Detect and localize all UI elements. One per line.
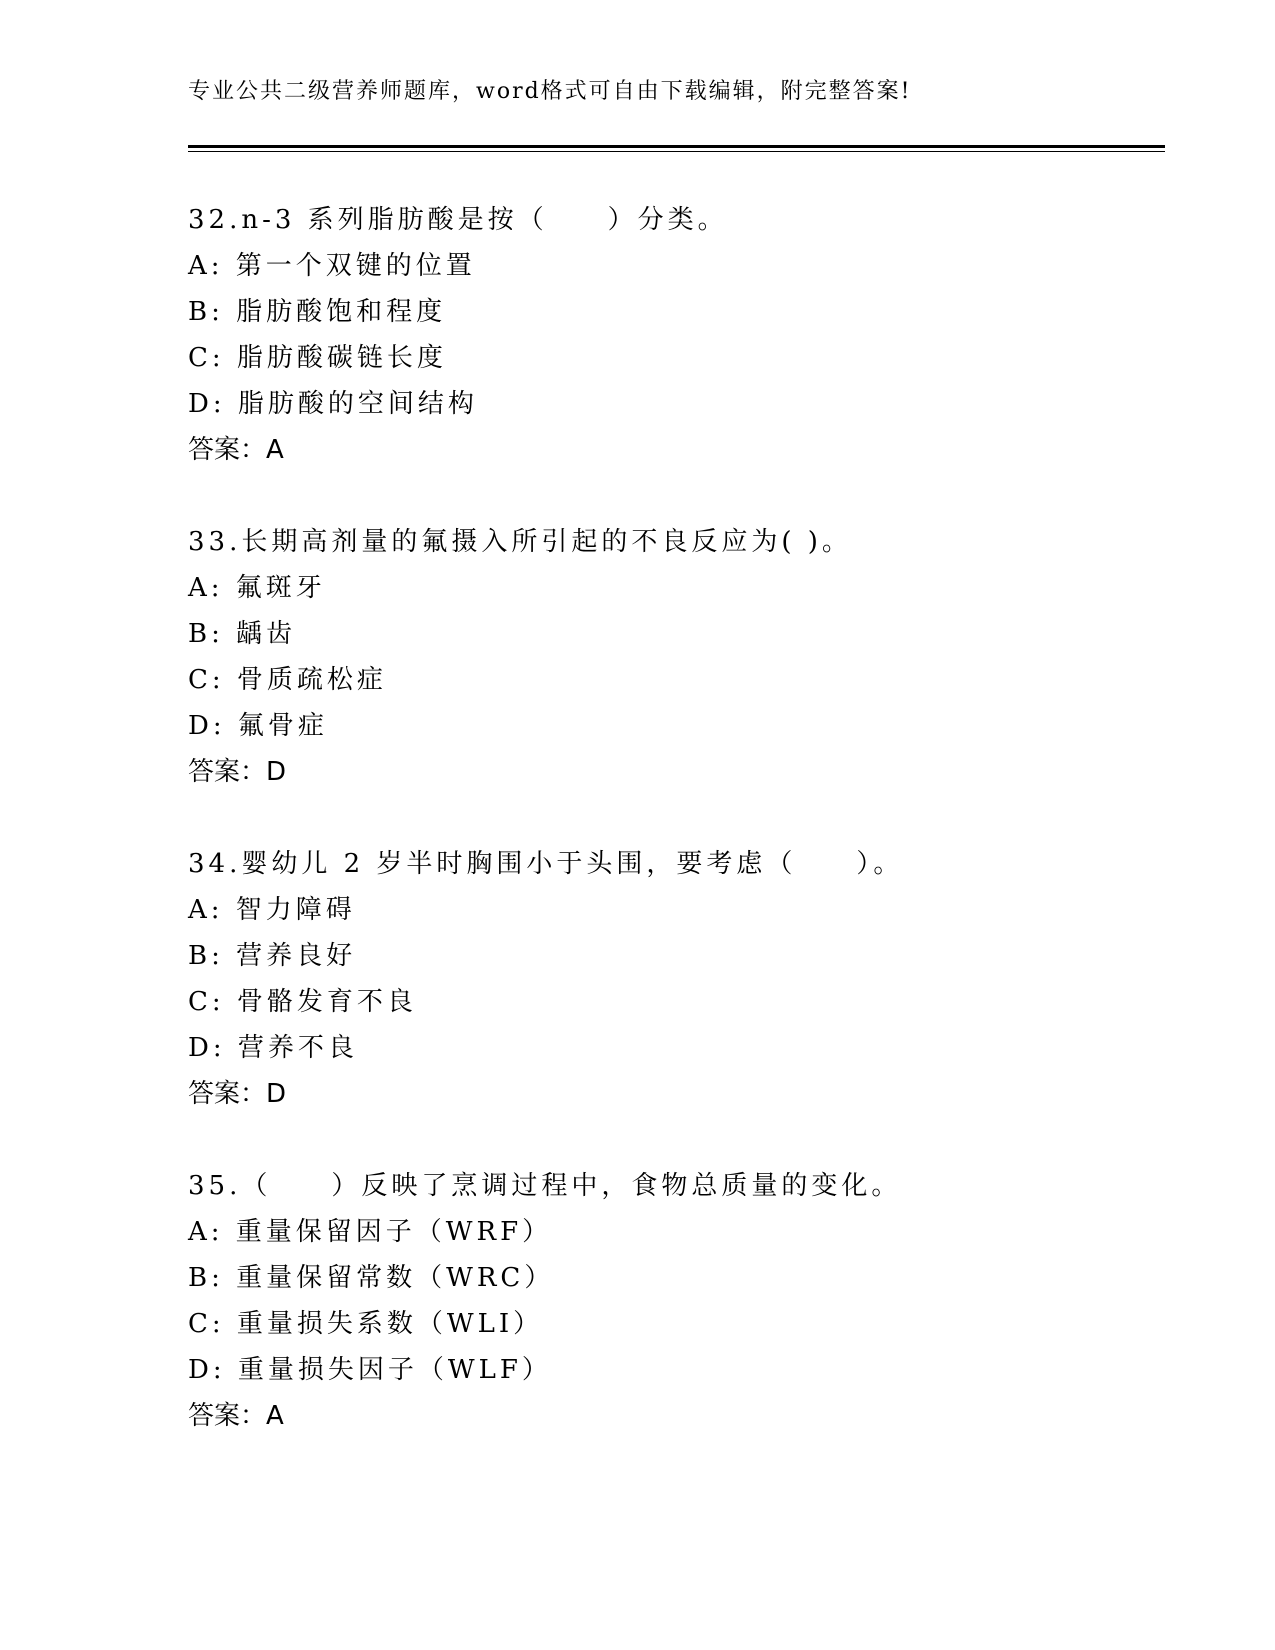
- option-a: A: 重量保留因子（WRF）: [188, 1217, 553, 1247]
- option-c: C: 脂肪酸碳链长度: [188, 343, 447, 373]
- question-35: [188, 1163, 1165, 1439]
- answer-text: 答案：A: [188, 1401, 284, 1431]
- header-rule-thin: [188, 151, 1165, 152]
- option-d: D: 重量损失因子（WLF）: [188, 1355, 552, 1385]
- option-c: C: 骨骼发育不良: [188, 987, 417, 1017]
- option-c: C: 重量损失系数（WLI）: [188, 1309, 544, 1339]
- page-header-text: 专业公共二级营养师题库，word格式可自由下载编辑，附完整答案!: [188, 79, 912, 104]
- answer-text: 答案：D: [188, 1079, 287, 1109]
- option-c: C: 骨质疏松症: [188, 665, 387, 695]
- question-32: [188, 197, 1165, 473]
- question-stem: 32.n-3 系列脂肪酸是按（ ）分类。: [188, 205, 728, 235]
- answer-text: 答案：D: [188, 757, 287, 787]
- option-a: A: 氟斑牙: [188, 573, 326, 603]
- question-stem: 35.（ ）反映了烹调过程中，食物总质量的变化。: [188, 1171, 902, 1201]
- question-stem: 34.婴幼儿 2 岁半时胸围小于头围，要考虑（ ）。: [188, 849, 904, 879]
- question-stem: 33.长期高剂量的氟摄入所引起的不良反应为( )。: [188, 527, 852, 557]
- header-rule-thick: [188, 145, 1165, 148]
- option-b: B: 龋齿: [188, 619, 297, 649]
- question-33: [188, 519, 1165, 795]
- option-d: D: 脂肪酸的空间结构: [188, 389, 478, 419]
- option-b: B: 脂肪酸饱和程度: [188, 297, 447, 327]
- option-b: B: 重量保留常数（WRC）: [188, 1263, 555, 1293]
- option-a: A: 第一个双键的位置: [188, 251, 476, 281]
- question-34: [188, 841, 1165, 1117]
- option-a: A: 智力障碍: [188, 895, 356, 925]
- option-b: B: 营养良好: [188, 941, 357, 971]
- answer-text: 答案：A: [188, 435, 284, 465]
- option-d: D: 氟骨症: [188, 711, 328, 741]
- option-d: D: 营养不良: [188, 1033, 358, 1063]
